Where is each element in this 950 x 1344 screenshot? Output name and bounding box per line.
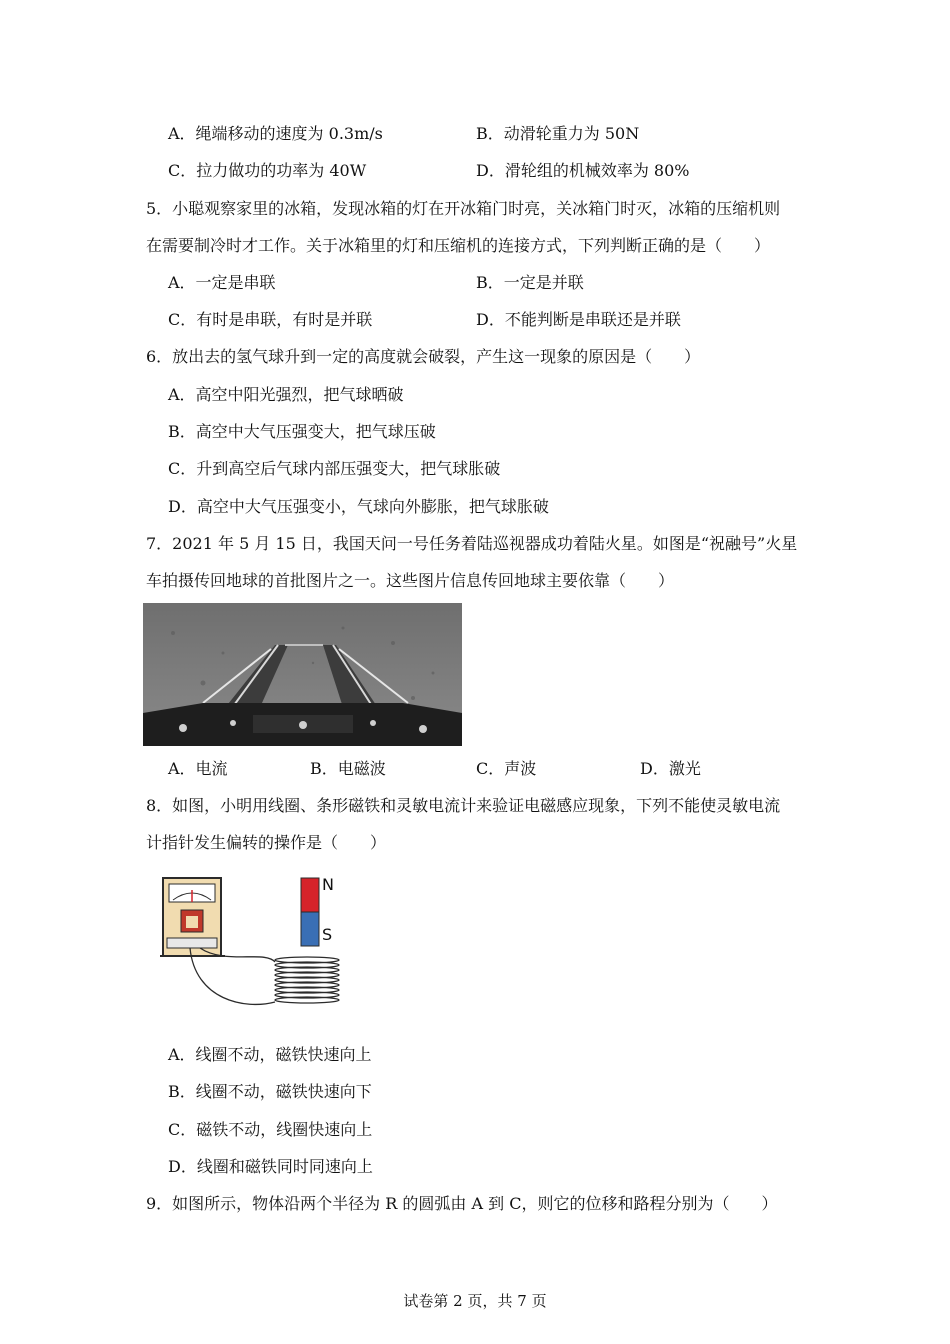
- q5-option-d: D．不能判断是串联还是并联: [476, 310, 681, 329]
- q5-option-c: C．有时是串联，有时是并联: [168, 310, 373, 329]
- electromagnetic-induction-figure: [155, 870, 355, 1020]
- magnet-north-label: N: [322, 875, 334, 894]
- q4-option-c: C．拉力做功的功率为 40W: [168, 161, 367, 180]
- q4-option-d: D．滑轮组的机械效率为 80%: [476, 161, 690, 180]
- q8-option-a: A．线圈不动，磁铁快速向上: [168, 1045, 372, 1064]
- mars-rover-photo-svg: [143, 603, 462, 746]
- q6-option-b: B．高空中大气压强变大，把气球压破: [168, 422, 436, 441]
- q7-option-b: B．电磁波: [310, 759, 386, 778]
- q7-stem-line2: 车拍摄传回地球的首批图片之一。这些图片信息传回地球主要依靠（ ）: [146, 571, 675, 590]
- q7-stem-line1: 7．2021 年 5 月 15 日，我国天问一号任务着陆巡视器成功着陆火星。如图是“祝融号”火星: [146, 534, 798, 553]
- magnet-south-label: S: [322, 925, 333, 944]
- q5-stem-line1: 5．小聪观察家里的冰箱，发现冰箱的灯在开冰箱门时亮，关冰箱门时灭，冰箱的压缩机则: [146, 199, 781, 218]
- q9-stem: 9．如图所示，物体沿两个半径为 R 的圆弧由 A 到 C，则它的位移和路程分别为（ ）: [146, 1194, 778, 1213]
- q5-stem-line2: 在需要制冷时才工作。关于冰箱里的灯和压缩机的连接方式，下列判断正确的是（ ）: [146, 236, 771, 255]
- q8-stem-line2: 计指针发生偏转的操作是（ ）: [146, 833, 387, 852]
- q8-option-b: B．线圈不动，磁铁快速向下: [168, 1082, 372, 1101]
- q8-option-c: C．磁铁不动，线圈快速向上: [168, 1120, 373, 1139]
- q5-option-b: B．一定是并联: [476, 273, 584, 292]
- q4-option-b: B．动滑轮重力为 50N: [476, 124, 640, 143]
- q8-option-d: D．线圈和磁铁同时同速向上: [168, 1157, 373, 1176]
- q4-option-a: A．绳端移动的速度为 0.3m/s: [168, 124, 383, 143]
- q8-stem-line1: 8．如图，小明用线圈、条形磁铁和灵敏电流计来验证电磁感应现象，下列不能使灵敏电流: [146, 796, 781, 815]
- q6-option-a: A．高空中阳光强烈，把气球晒破: [168, 385, 404, 404]
- mars-rover-photo: [143, 603, 462, 746]
- q7-option-c: C．声波: [476, 759, 537, 778]
- q7-option-a: A．电流: [168, 759, 228, 778]
- q6-option-d: D．高空中大气压强变小，气球向外膨胀，把气球胀破: [168, 497, 549, 516]
- page-footer: 试卷第 2 页，共 7 页: [403, 1292, 547, 1310]
- q6-stem: 6．放出去的氢气球升到一定的高度就会破裂，产生这一现象的原因是（ ）: [146, 347, 701, 366]
- q6-option-c: C．升到高空后气球内部压强变大，把气球胀破: [168, 459, 501, 478]
- q7-option-d: D．激光: [640, 759, 701, 778]
- q5-option-a: A．一定是串联: [168, 273, 276, 292]
